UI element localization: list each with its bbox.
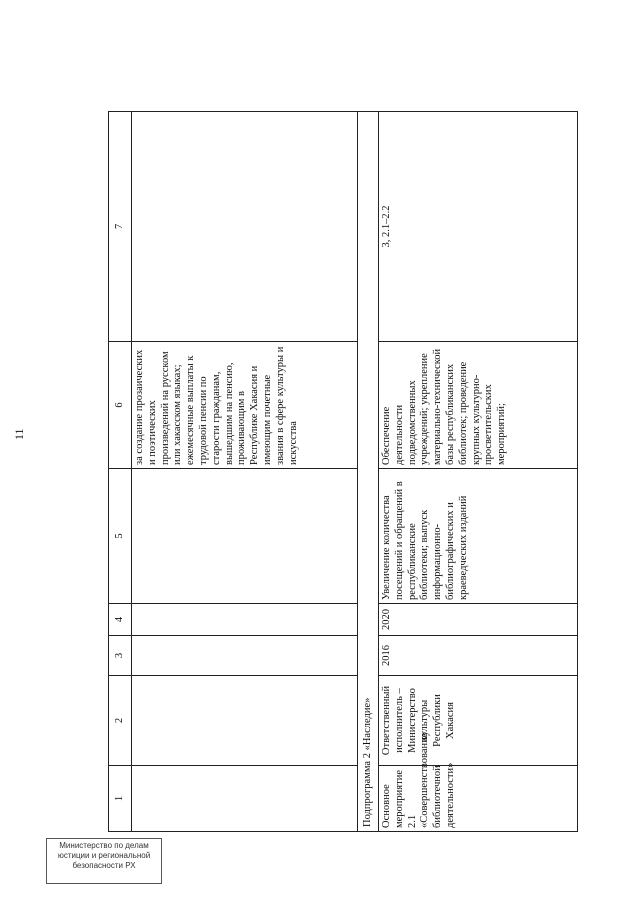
cell-empty xyxy=(132,469,358,604)
cell-empty xyxy=(132,636,358,676)
cell-empty xyxy=(132,676,358,766)
header-col-2: 2 xyxy=(109,676,132,766)
cell-end-year: 2020 xyxy=(379,604,578,636)
header-col-7: 7 xyxy=(109,112,132,342)
cell-directions: Обеспечение деятельности подведомственных учреждений; укрепление материально-технической базы республиканских библиотек; проведение крупных культурно-просветительских мероприятий; xyxy=(379,342,578,469)
header-col-3: 3 xyxy=(109,636,132,676)
cell-continuation-col6: за создание прозаических и поэтических произведений на русском или хакасском языках; ежемесячные выплаты к трудовой пенсии по старости гражданам, вышедшим на пенсию, проживающим в Республике Хакасия и имеющим почетные звания в сфере культуры и искусства xyxy=(132,342,358,469)
cell-empty xyxy=(132,766,358,832)
program-table xyxy=(108,112,578,832)
ministry-stamp: Министерство по делам юстиции и региональной безопасности РХ xyxy=(46,838,162,884)
page-number: 11 xyxy=(12,428,26,440)
header-col-6: 6 xyxy=(109,342,132,469)
subprogram-title: Подпрограмма 2 «Наследие» xyxy=(358,112,379,832)
cell-result: Увеличение количества посещений и обращений в республиканские библиотеки; выпуск информационно-библиографических и краеведческих изданий xyxy=(379,469,578,604)
cell-empty xyxy=(132,604,358,636)
cell-empty xyxy=(132,112,358,342)
cell-start-year: 2016 xyxy=(379,636,578,676)
cell-activity: Основное мероприятие 2.1 «Совершенствование библиотечной деятельности» xyxy=(379,766,578,832)
cell-executor: Ответственный исполнитель – Министерство культуры Республики Хакасия xyxy=(379,676,578,766)
table-row xyxy=(379,112,578,832)
header-col-4: 4 xyxy=(109,604,132,636)
header-row xyxy=(109,112,132,832)
cell-indicators: 3, 2.1–2.2 xyxy=(379,112,578,342)
header-col-1: 1 xyxy=(109,766,132,832)
header-col-5: 5 xyxy=(109,469,132,604)
subprogram-row xyxy=(358,112,379,832)
table-row-continuation xyxy=(132,112,358,832)
